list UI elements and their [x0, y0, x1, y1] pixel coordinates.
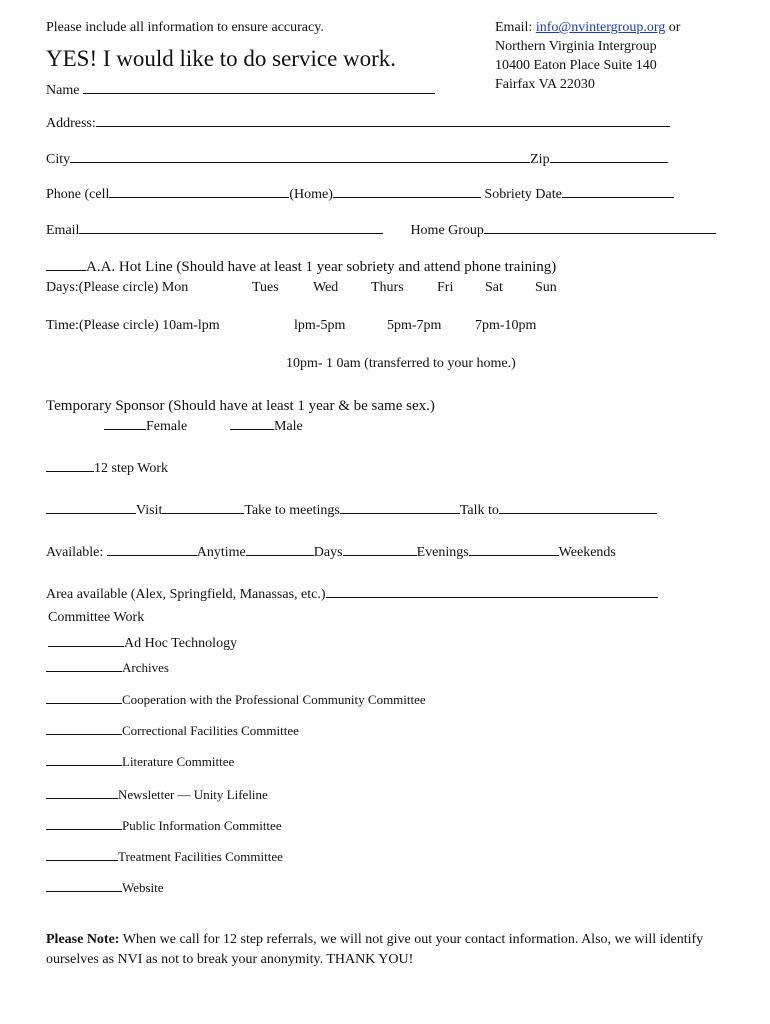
public-info-label: Public Information Committee [122, 818, 282, 833]
name-label: Name [46, 83, 80, 98]
address-blank[interactable] [96, 125, 670, 127]
committee-item-correctional[interactable] [46, 723, 299, 739]
email-contact-line [495, 20, 680, 36]
days-blank[interactable] [246, 554, 314, 556]
visit-label: Visit [136, 503, 163, 518]
committee-item-newsletter[interactable] [46, 787, 268, 803]
please-note [46, 930, 726, 970]
email-homegroup-field[interactable] [46, 223, 716, 239]
hotline-title: A.A. Hot Line (Should have at least 1 year sobriety and attend phone training) [86, 259, 557, 275]
days-label: Days:(Please circle) Mon [46, 280, 189, 295]
anytime-blank[interactable] [107, 554, 197, 556]
ad-hoc-label: Ad Hoc Technology [124, 636, 238, 651]
committee-item-archives[interactable] [46, 660, 169, 676]
day-wed[interactable]: Wed [313, 280, 339, 295]
talk-label: Talk to [459, 503, 499, 518]
female-label: Female [146, 419, 188, 434]
weekends-blank[interactable] [469, 554, 559, 556]
twelve-step-title: 12 step Work [94, 461, 169, 476]
treatment-blank[interactable] [46, 859, 118, 861]
sobriety-date-blank[interactable] [562, 196, 674, 198]
day-sun[interactable]: Sun [535, 280, 557, 295]
phone-field[interactable] [46, 187, 674, 203]
email-label: Email: [495, 20, 536, 35]
time-label: Time:(Please circle) 10am-lpm [46, 318, 220, 333]
name-blank[interactable] [83, 92, 435, 94]
address-label: Address: [46, 116, 96, 131]
sponsor-title: Temporary Sponsor (Should have at least 1 year & be same sex.) [46, 398, 435, 414]
archives-blank[interactable] [46, 670, 122, 672]
phone-home-blank[interactable] [333, 196, 481, 198]
city-zip-field[interactable] [46, 152, 668, 168]
anytime-label: Anytime [196, 545, 246, 560]
archives-label: Archives [122, 660, 169, 675]
sponsor-male-option[interactable] [230, 419, 303, 435]
hotline-blank[interactable] [46, 269, 86, 271]
home-group-blank[interactable] [484, 232, 716, 234]
availability-row[interactable] [46, 545, 616, 561]
literature-label: Literature Committee [122, 754, 235, 769]
form-title: YES! I would like to do service work. [46, 46, 397, 71]
weekends-label: Weekends [558, 545, 616, 560]
take-blank[interactable] [162, 512, 244, 514]
day-sat[interactable]: Sat [485, 280, 503, 295]
day-tues[interactable]: Tues [252, 280, 279, 295]
committee-item-treatment[interactable] [46, 849, 283, 865]
newsletter-blank[interactable] [46, 797, 118, 799]
male-label: Male [274, 419, 303, 434]
cpc-blank[interactable] [46, 702, 122, 704]
twelve-step-row[interactable] [46, 461, 168, 477]
org-address-line2: Fairfax VA 22030 [495, 77, 595, 92]
evenings-label: Evenings [416, 545, 469, 560]
committee-title: Committee Work [48, 610, 145, 625]
address-field[interactable] [46, 116, 670, 132]
org-name: Northern Virginia Intergroup [495, 39, 657, 54]
visit-blank[interactable] [46, 512, 136, 514]
city-label: City [46, 152, 71, 167]
days-option-label: Days [313, 545, 343, 560]
time-slot-3[interactable]: 7pm-10pm [475, 318, 537, 333]
zip-blank[interactable] [550, 161, 668, 163]
day-thurs[interactable]: Thurs [371, 280, 404, 295]
public-info-blank[interactable] [46, 828, 122, 830]
area-label: Area available (Alex, Springfield, Manassas, etc.) [46, 587, 326, 602]
committee-item-public-info[interactable] [46, 818, 282, 834]
evenings-blank[interactable] [343, 554, 417, 556]
available-label: Available: [46, 545, 107, 560]
city-blank[interactable] [70, 161, 530, 163]
phone-cell-label: Phone (cell [46, 187, 110, 202]
committee-item-cpc[interactable] [46, 692, 426, 708]
area-row[interactable] [46, 587, 658, 603]
take-label: Take to meetings [244, 503, 340, 518]
talk-blank[interactable] [340, 512, 460, 514]
time-slot-1[interactable]: lpm-5pm [294, 318, 346, 333]
time-slot-late[interactable]: 10pm- 1 0am (transferred to your home.) [286, 356, 516, 371]
note-label: Please Note: [46, 932, 120, 947]
email-link[interactable]: info@nvintergroup.org [535, 20, 666, 35]
committee-ad-hoc[interactable] [48, 636, 237, 652]
note-text: When we call for 12 step referrals, we will not give out your contact information. Also, we will identify ourselves as NVI as not to break your anonymity. THANK YOU! [46, 932, 704, 967]
committee-item-literature[interactable] [46, 754, 234, 770]
org-address-line1: 10400 Eaton Place Suite 140 [495, 58, 657, 73]
phone-home-label: (Home) [289, 187, 333, 202]
website-blank[interactable] [46, 890, 122, 892]
home-group-label: Home Group [410, 223, 484, 238]
email-or: or [665, 20, 681, 35]
email-blank[interactable] [79, 232, 383, 234]
female-blank[interactable] [104, 428, 146, 430]
correctional-blank[interactable] [46, 733, 122, 735]
male-blank[interactable] [230, 428, 274, 430]
literature-blank[interactable] [46, 764, 122, 766]
twelve-step-options[interactable] [46, 503, 657, 519]
instruction-text: Please include all information to ensure accuracy. [46, 20, 324, 35]
phone-cell-blank[interactable] [109, 196, 289, 198]
sponsor-female-option[interactable] [104, 419, 187, 435]
hotline-row[interactable] [46, 259, 556, 276]
cpc-label: Cooperation with the Professional Community Committee [122, 692, 426, 707]
correctional-label: Correctional Facilities Committee [122, 723, 299, 738]
ad-hoc-blank[interactable] [48, 645, 124, 647]
talk-to-blank[interactable] [499, 512, 657, 514]
treatment-label: Treatment Facilities Committee [118, 849, 283, 864]
zip-label: Zip [530, 152, 550, 167]
sobriety-date-label: Sobriety Date [484, 187, 562, 202]
area-blank[interactable] [326, 596, 658, 598]
time-slot-2[interactable]: 5pm-7pm [387, 318, 442, 333]
day-fri[interactable]: Fri [437, 280, 454, 295]
name-field[interactable] [46, 83, 435, 99]
committee-item-website[interactable] [46, 880, 164, 896]
email-field-label: Email [46, 223, 80, 238]
newsletter-label: Newsletter — Unity Lifeline [118, 787, 268, 802]
twelve-step-blank[interactable] [46, 470, 94, 472]
website-label: Website [122, 880, 164, 895]
